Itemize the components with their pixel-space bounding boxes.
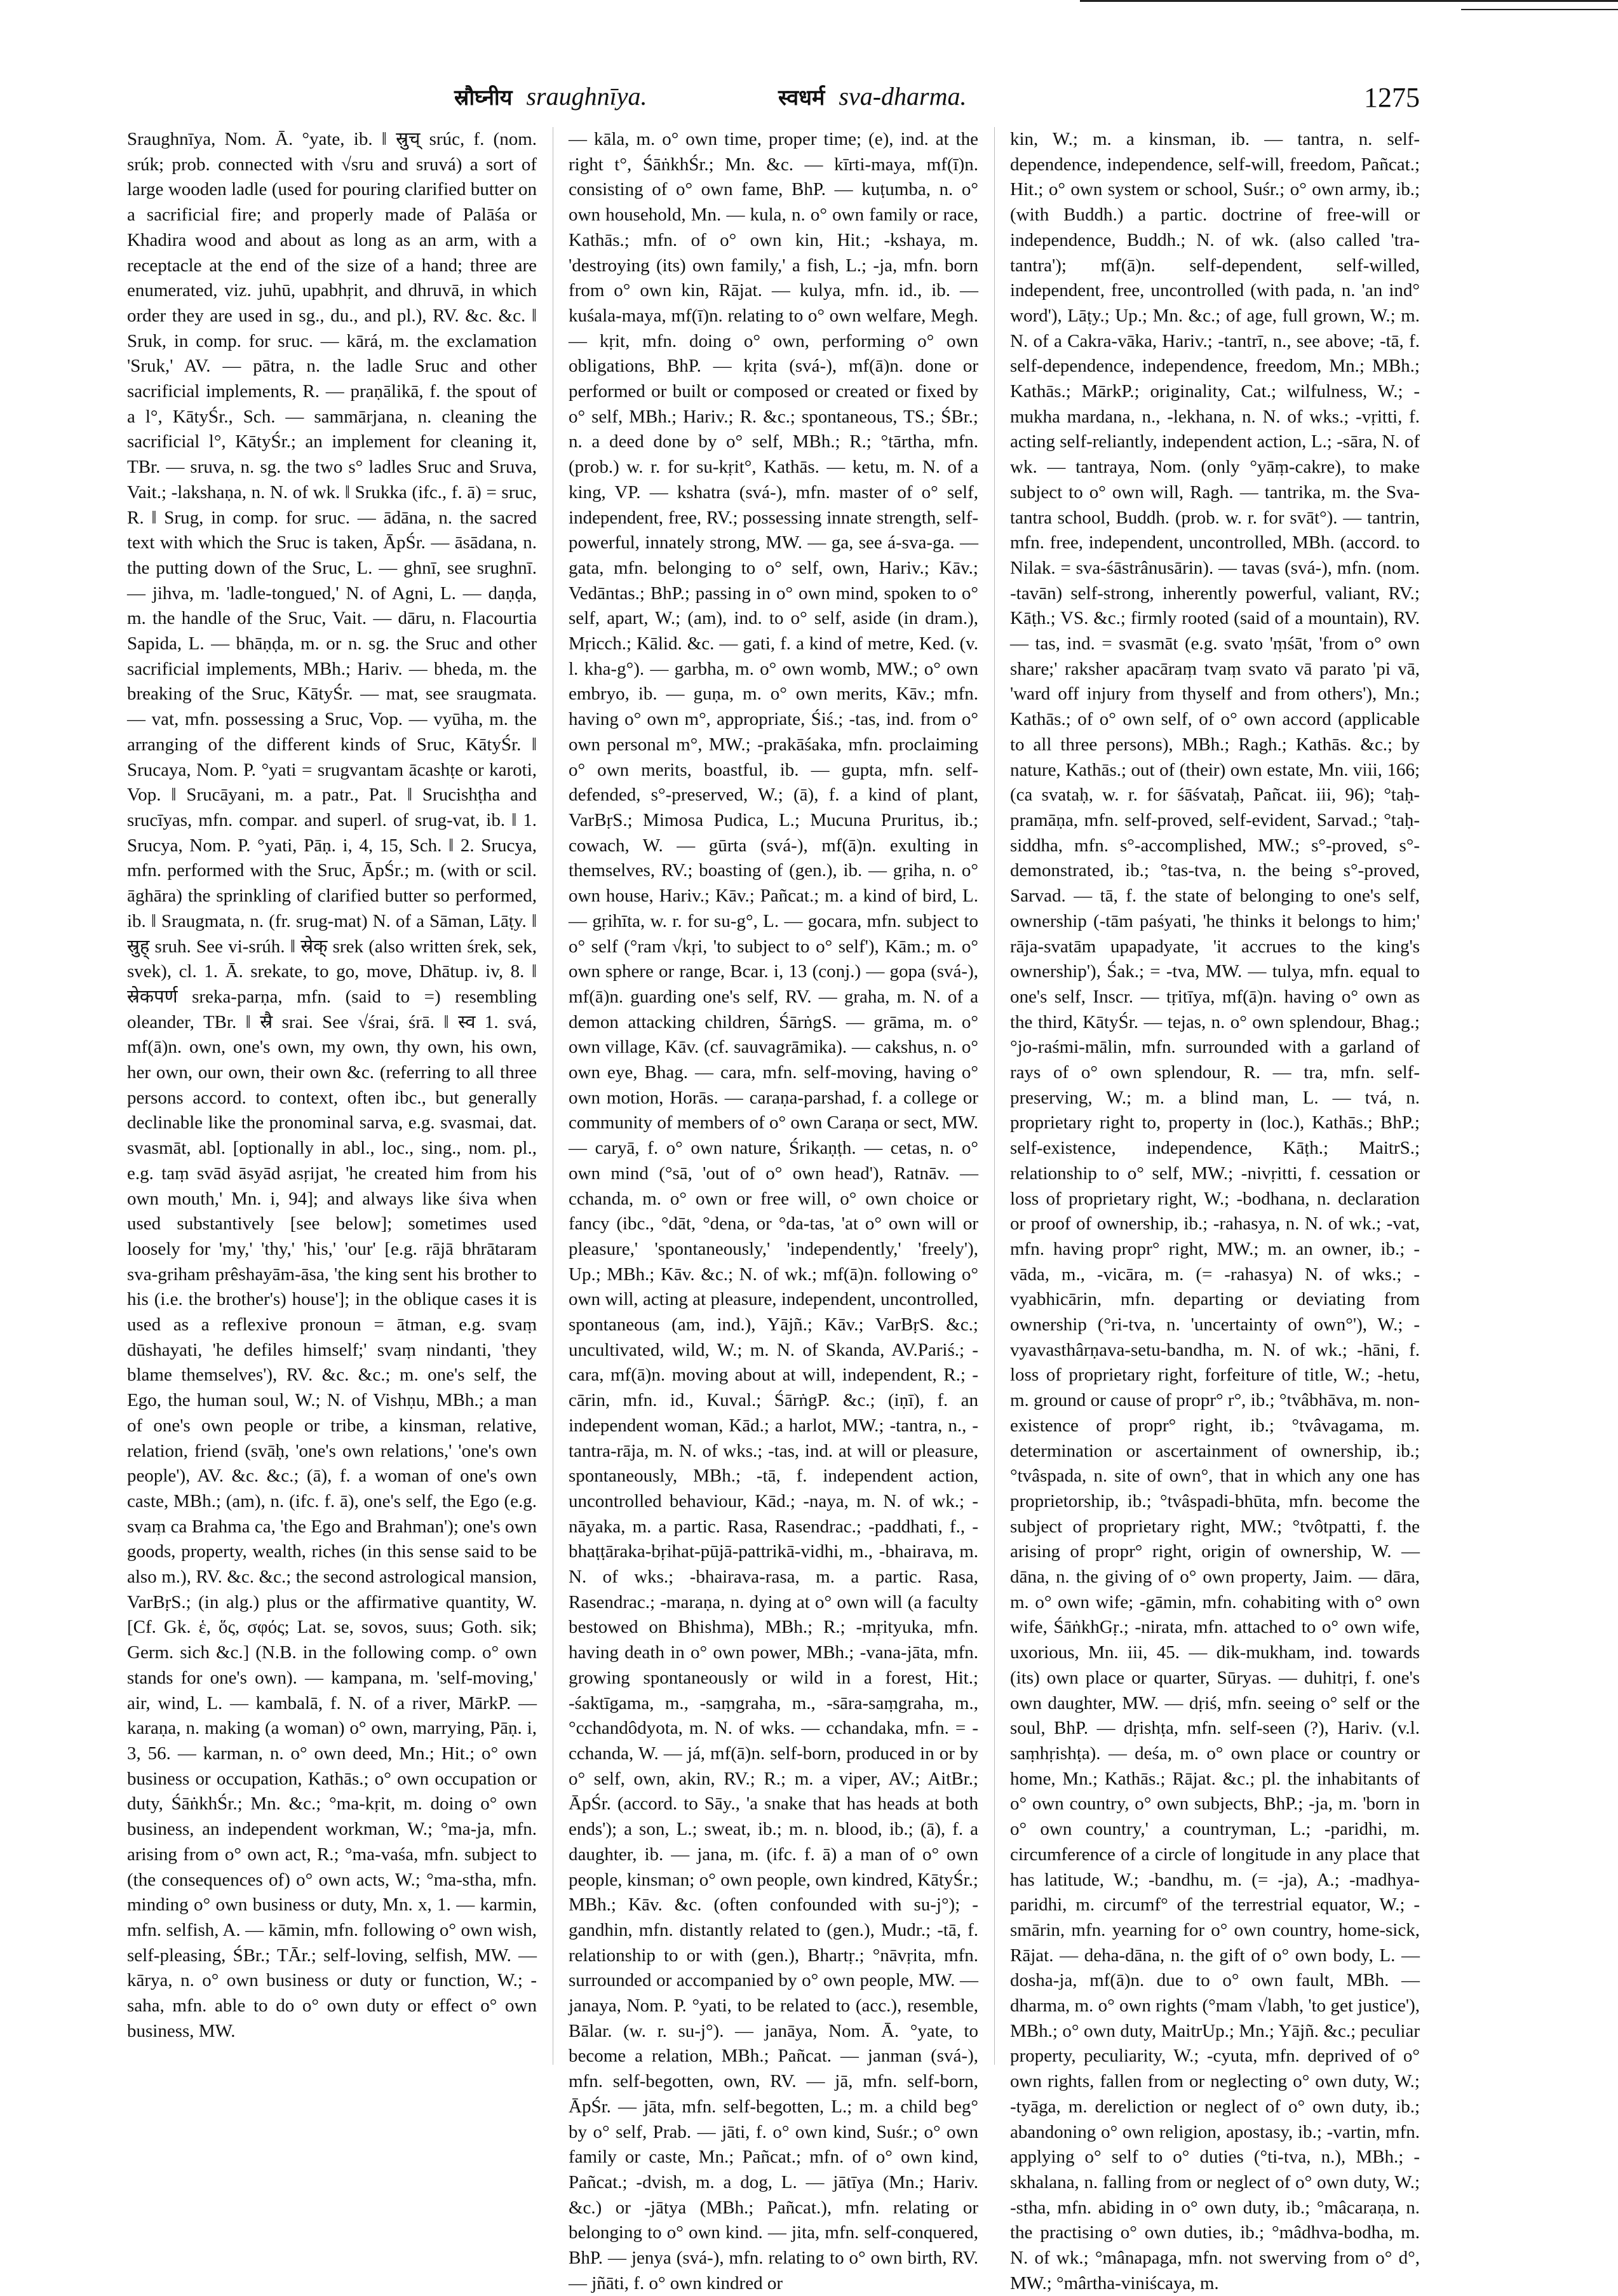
scan-edge-line bbox=[1461, 9, 1618, 10]
column-right bbox=[1010, 127, 1420, 2293]
column-left bbox=[127, 127, 537, 2044]
column-middle-text: — kāla, m. o° own time, proper time; (e), ind. at the right t°, ŚāṅkhŚr.; Mn. &c. — kīrti-maya, mf(ī)n. consisting of o° own fame, BhP. — kuṭumba, n. o° own household, Mn. — kula, n. o° own family or race, Kathās.; mfn. of o° own kin, Hit.; -kshaya, m. 'destroying (its) own family,' a fish, L.; -ja, mfn. born from o° own kin, Rājat. — kulya, mfn. id., ib. — kuśala-maya, mf(ī)n. relating to o° own welfare, Megh. — kṛit, mfn. doing o° own, performing o° own obligations, BhP. — kṛita (svá-), mf(ā)n. done or performed or built or composed or created or fixed by o° self, MBh.; Hariv.; R. &c.; spontaneous, TS.; ŚBr.; n. a deed done by o° self, MBh.; R.; °tārtha, mfn. (prob.) w. r. for su-kṛit°, Kathās. — ketu, m. N. of a king, VP. — kshatra (svá-), mfn. master of o° self, independent, free, RV.; possessing innate strength, self-powerful, innately strong, MW. — ga, see á-sva-ga. — gata, mfn. belonging to o° self, own, Hariv.; Kāv.; Vedāntas.; BhP.; passing in o° own mind, spoken to o° self, apart, W.; (am), ind. to o° self, aside (in dram.), Mṛicch.; Kālid. &c. — gati, f. a kind of metre, Ked. (v. l. kha-g°). — garbha, m. o° own womb, MW.; o° own embryo, ib. — guṇa, m. o° own merits, Kāv.; mfn. having o° own m°, appropriate, Śiś.; -tas, ind. from o° own personal m°, MW.; -prakāśaka, mfn. proclaiming o° own merits, boastful, ib. — gupta, mfn. self-defended, s°-preserved, W.; (ā), f. a kind of plant, VarBṛS.; Mimosa Pudica, L.; Mucuna Pruritus, ib.; cowach, W. — gūrta (svá-), mf(ā)n. exulting in themselves, RV.; boasting of (gen.), ib. — gṛiha, n. o° own house, Hariv.; Kāv.; Pañcat.; m. a kind of bird, L. — gṛihīta, w. r. for su-g°, L. — gocara, mfn. subject to o° self (°ram √kṛi, 'to subject to o° self'), Kām.; m. o° own sphere or range, Bcar. i, 13 (conj.) — gopa (svá-), mf(ā)n. guarding one's self, RV. — graha, m. N. of a demon attacking children, ŚārṅgS. — grāma, m. o° own village, Kāv. (cf. sauvagrāmika). — cakshus, n. o° own eye, Bhag. — cara, mfn. self-moving, having o° own motion, Horās. — caraṇa-parshad, f. a college or community of members of o° own Caraṇa or sect, MW. — caryā, f. o° own nature, Śrikaṇṭh. — cetas, n. o° own mind (°sā, 'out of o° own head'), Ratnāv. — cchanda, m. o° own or free will, o° own choice or fancy (ibc., °dāt, °dena, or °da-tas, 'at o° own will or pleasure,' 'spontaneously,' 'independently,' 'freely'), Up.; MBh.; Kāv. &c.; N. of wk.; mf(ā)n. following o° own will, acting at pleasure, independent, uncontrolled, spontaneous (am, ind.), Yājñ.; Kāv.; VarBṛS. &c.; uncultivated, wild, W.; m. N. of Skanda, AV.Pariś.; -cara, mf(ā)n. moving about at will, independent, R.; -cārin, mfn. id., Kuval.; ŚārṅgP. &c.; (iṇī), f. an independent woman, Kād.; a harlot, MW.; -tantra, n., -tantra-rāja, m. N. of wks.; -tas, ind. at will or pleasure, spontaneously, MBh.; -tā, f. independent action, uncontrolled behaviour, Kād.; -naya, m. N. of wk.; -nāyaka, m. a partic. Rasa, Rasendrac.; -paddhati, f., -bhaṭṭāraka-bṛihat-pūjā-pattrikā-vidhi, m., -bhairava, m. N. of wks.; -bhairava-rasa, m. a partic. Rasa, Rasendrac.; -maraṇa, n. dying at o° own will (a faculty bestowed on Bhishma), MBh.; R.; -mṛityuka, mfn. having death in o° own power, MBh.; -vana-jāta, mfn. growing spontaneously or wild in a forest, Hit.; -śaktīgama, m., -saṃgraha, m., -sāra-saṃgraha, m., °cchandôdyota, m. N. of wks. — cchandaka, mfn. = -cchanda, W. — já, mf(ā)n. self-born, produced in or by o° self, own, akin, RV.; R.; m. a viper, AV.; AitBr.; ĀpŚr. (accord. to Sāy., 'a snake that has heads at both ends'); a son, L.; sweat, ib.; m. n. blood, ib.; (ā), f. a daughter, ib. — jana, m. (ifc. f. ā) a man of o° own people, kinsman; o° own people, own kindred, KātyŚr.; MBh.; Kāv. &c. (often confounded with su-j°); -gandhin, mfn. distantly related to (gen.), Mudr.; -tā, f. relationship to or with (gen.), Bhartṛ.; °nāvṛita, mfn. surrounded or accompanied by o° own people, MW. — janaya, Nom. P. °yati, to be related to (acc.), resemble, Bālar. (w. r. su-j°). — janāya, Nom. Ā. °yate, to become a relation, MBh.; Pañcat. — janman (svá-), mfn. self-begotten, own, RV. — jā, mfn. self-born, ĀpŚr. — jāta, mfn. self-begotten, L.; m. a child beg° by o° self, Prab. — jāti, f. o° own kind, Suśr.; o° own family or caste, Mn.; Pañcat.; mfn. of o° own kind, Pañcat.; -dvish, m. a dog, L. — jātīya (Mn.; Hariv. &c.) or -jātya (MBh.; Pañcat.), mfn. relating or belonging to o° own kind. — jita, mfn. self-conquered, BhP. — jenya (svá-), mfn. relating to o° own birth, RV. — jñāti, f. o° own kindred or bbox=[569, 129, 978, 2293]
header-center-roman: sva-dharma. bbox=[839, 82, 967, 111]
header-left-roman: sraughnīya. bbox=[526, 82, 647, 111]
column-right-text: kin, W.; m. a kinsman, ib. — tantra, n. self-dependence, independence, self-will, freedom, Pañcat.; Hit.; o° own system or school, Suśr.; o° own army, ib.; (with Buddh.) a partic. doctrine of free-will or independence, Buddh.; N. of wk. (also called 'tra-tantra'); mf(ā)n. self-dependent, self-willed, independent, free, uncontrolled (with pada, n. 'an ind° word'), Lāṭy.; Up.; Mn. &c.; of age, full grown, W.; m. N. of a Cakra-vāka, Hariv.; -tantrī, n., see above; -tā, f. self-dependence, independence, freedom, Mn.; MBh.; Kathās.; MārkP.; originality, Cat.; wilfulness, W.; -mukha mardana, n., -lekhana, n. N. of wks.; -vṛitti, f. acting self-reliantly, independent action, L.; -sāra, N. of wk. — tantraya, Nom. (only °yāṃ-cakre), to make subject to o° own will, Ragh. — tantrika, m. the Sva-tantra school, Buddh. (prob. w. r. for svāt°). — tantrin, mfn. free, independent, uncontrolled, MBh. (accord. to Nilak. = sva-śāstrânusārin). — tavas (svá-), mfn. (nom. -tavān) self-strong, inherently powerful, valiant, RV.; Kāṭh.; VS. &c.; firmly rooted (said of a mountain), RV. — tas, ind. = svasmāt (e.g. svato 'ṃśāt, 'from o° own share;' raksher apacāraṃ tvaṃ svato vā parato 'pi vā, 'ward off injury from thyself and from others'), Mn.; Kathās.; of o° own self, of o° own accord (applicable to all three persons), MBh.; Ragh.; Kathās. &c.; by nature, Kathās.; out of (their) own estate, Mn. viii, 166; (ca svataḥ, w. r. for śāśvataḥ, Pañcat. iii, 96); °taḥ-pramāṇa, mfn. self-proved, self-evident, Sarvad.; °taḥ-siddha, mfn. s°-accomplished, MW.; s°-proved, s°-demonstrated, ib.; °tas-tva, n. the being s°-proved, Sarvad. — tā, f. the state of belonging to one's self, ownership (-tām paśyati, 'he thinks it belongs to him;' rāja-svatām upapadyate, 'it accrues to the king's ownership'), Śak.; = -tva, MW. — tulya, mfn. equal to one's self, Inscr. — tṛitīya, mf(ā)n. having o° own as the third, KātyŚr. — tejas, n. o° own splendour, Bhag.; °jo-raśmi-mālin, mfn. surrounded with a garland of rays of o° own splendour, R. — tra, mfn. self-preserving, W.; m. a blind man, L. — tvá, n. proprietary right to, property in (loc.), Kathās.; BhP.; self-existence, independence, Kāṭh.; MaitrS.; relationship to o° self, MW.; -nivṛitti, f. cessation or loss of proprietary right, W.; -bodhana, n. declaration or proof of ownership, ib.; -rahasya, n. N. of wk.; -vat, mfn. having propr° right, MW.; m. an owner, ib.; -vāda, m., -vicāra, m. (= -rahasya) N. of wks.; -vyabhicārin, mfn. departing or deviating from ownership (°ri-tva, n. 'uncertainty of own°'), W.; -vyavasthârṇava-setu-bandha, m. N. of wk.; -hāni, f. loss of proprietary right, forfeiture of title, W.; -hetu, m. ground or cause of propr° r°, ib.; °tvâbhāva, m. non-existence of propr° right, ib.; °tvâvagama, m. determination or ascertainment of ownership, ib.; °tvâspada, n. site of own°, that in which any one has proprietorship, ib.; °tvâspadi-bhūta, mfn. become the subject of proprietary right, MW.; °tvôtpatti, f. the arising of propr° right, origin of ownership, W. — dāna, n. the giving of o° own property, Jaim. — dāra, m. o° own wife; -gāmin, mfn. cohabiting with o° own wife, ŚāṅkhGṛ.; -nirata, mfn. attached to o° own wife, uxorious, Mn. iii, 45. — dik-mukham, ind. towards (its) own place or quarter, Sūryas. — duhitṛi, f. one's own daughter, MW. — dṛiś, mfn. seeing o° self or the soul, BhP. — dṛishṭa, mfn. self-seen (?), Hariv. (v.l. saṃhṛishṭa). — deśa, m. o° own place or country or home, Mn.; Kathās.; Rājat. &c.; pl. the inhabitants of o° own country, o° own subjects, BhP.; -ja, m. 'born in o° own country,' a countryman, L.; -paridhi, m. circumference of a circle of longitude in any place that has latitude, W.; -bandhu, m. (= -ja), A.; -madhya-paridhi, m. circumf° of the terrestrial equator, W.; -smārin, mfn. yearning for o° own country, home-sick, Rājat. — deha-dāna, n. the gift of o° own body, L. — dosha-ja, mf(ā)n. due to o° own fault, MBh. — dharma, m. o° own rights (°mam √labh, 'to get justice'), MBh.; o° own duty, MaitrUp.; Mn.; Yājñ. &c.; peculiar property, peculiarity, W.; -cyuta, mfn. deprived of o° own rights, fallen from or neglecting o° own duty, W.; -tyāga, m. dereliction or neglect of o° own duty, ib.; abandoning o° own religion, apostasy, ib.; -vartin, mfn. applying o° self to o° duties (°ti-tva, n.), MBh.; -skhalana, n. falling from or neglect of o° own duty, W.; -stha, mfn. abiding in o° own duty, ib.; °mâcaraṇa, n. the practising o° own duties, ib.; °mâdhva-bodha, m. N. of wk.; °mânapaga, mfn. not swerving from o° d°, MW.; °mârtha-viniścaya, m. bbox=[1010, 129, 1420, 2293]
page-header bbox=[127, 81, 1420, 119]
header-center-devanagari: स्वधर्म bbox=[778, 85, 825, 111]
scan-edge-line bbox=[1080, 0, 1618, 2]
column-middle bbox=[569, 127, 978, 2293]
page-number: 1275 bbox=[1364, 82, 1420, 113]
column-divider bbox=[994, 127, 995, 2065]
header-center-guideword bbox=[778, 81, 966, 111]
header-left-devanagari: स्रौघ्नीय bbox=[454, 85, 513, 111]
header-left-guideword bbox=[454, 81, 647, 111]
column-left-text: Sraughnīya, Nom. Ā. °yate, ib. ‖ स्रुच् srúc, f. (nom. srúk; prob. connected with √sru and sruvá) a sort of large wooden ladle (used for pouring clarified butter on a sacrificial fire; and properly made of Palāśa or Khadira wood and about as long as an arm, with a receptacle at the end of the size of a hand; three are enumerated, viz. juhū, upabhṛit, and dhruvā, in which order they are used in sg., du., and pl.), RV. &c. &c. ‖ Sruk, in comp. for sruc. — kārá, m. the exclamation 'Sruk,' AV. — pātra, n. the ladle Sruc and other sacrificial implements, R. — praṇālikā, f. the spout of a l°, KātyŚr., Sch. — sammārjana, n. cleaning the sacrificial l°, KātyŚr.; an implement for cleaning it, TBr. — sruva, n. sg. the two s° ladles Sruc and Sruva, Vait.; -lakshaṇa, n. N. of wk. ‖ Srukka (ifc., f. ā) = sruc, R. ‖ Srug, in comp. for sruc. — ādāna, n. the sacred text with which the Sruc is taken, ĀpŚr. — āsādana, n. the putting down of the Sruc, L. — ghnī, see srughnī. — jihva, m. 'ladle-tongued,' N. of Agni, L. — daṇḍa, m. the handle of the Sruc, Vait. — dāru, n. Flacourtia Sapida, L. — bhāṇḍa, m. or n. sg. the Sruc and other sacrificial implements, MBh.; Hariv. — bheda, m. the breaking of the Sruc, KātyŚr. — mat, see sraugmata. — vat, mfn. possessing a Sruc, Vop. — vyūha, m. the arranging of the different kinds of Sruc, KātyŚr. ‖ Srucaya, Nom. P. °yati = srugvantam ācashṭe or karoti, Vop. ‖ Srucāyani, m. a patr., Pat. ‖ Srucishṭha and srucīyas, mfn. compar. and superl. of srug-vat, ib. ‖ 1. Srucya, Nom. P. °yati, Pāṇ. i, 4, 15, Sch. ‖ 2. Srucya, mfn. performed with the Sruc, ĀpŚr.; m. (with or scil. āghāra) the sprinkling of clarified butter so performed, ib. ‖ Sraugmata, n. (fr. srug-mat) N. of a Sāman, Lāṭy. ‖ स्रुह् sruh. See vi-srúh. ‖ स्रेक् srek (also written śrek, sek, svek), cl. 1. Ā. srekate, to go, move, Dhātup. iv, 8. ‖ स्रेकपर्ण sreka-parṇa, mfn. (said to =) resembling oleander, TBr. ‖ स्रै srai. See √śrai, śrā. ‖ स्व 1. svá, mf(ā)n. own, one's own, my own, thy own, his own, her own, our own, their own &c. (referring to all three persons accord. to context, often ibc., but generally declinable like the pronominal sarva, e.g. svasmai, dat. svasmāt, abl. [optionally in abl., loc., sing., nom. pl., e.g. taṃ svād āsyād asṛijat, 'he created him from his own mouth,' Mn. i, 94]; and always like śiva when used substantively [see below]; sometimes used loosely for 'my,' 'thy,' 'his,' 'our' [e.g. rājā bhrātaram sva-griham prêshayām-āsa, 'the king sent his brother to his (i.e. the brother's) house']; in the oblique cases it is used as a reflexive pronoun = ātman, e.g. svaṃ dūshayati, 'he defiles himself;' svaṃ nindanti, 'they blame themselves'), RV. &c. &c.; m. one's self, the Ego, the human soul, W.; N. of Vishṇu, MBh.; a man of one's own people or tribe, a kinsman, relative, relation, friend (svāḥ, 'one's own relations,' 'one's own people'), AV. &c. &c.; (ā), f. a woman of one's own caste, MBh.; (am), n. (ifc. f. ā), one's self, the Ego (e.g. svaṃ ca Brahma ca, 'the Ego and Brahman'); one's own goods, property, wealth, riches (in this sense said to be also m.), RV. &c. &c.; the second astrological mansion, VarBṛS.; (in alg.) plus or the affirmative quantity, W. [Cf. Gk. ἑ, ὅς, σφός; Lat. se, sovos, suus; Goth. sik; Germ. sich &c.] (N.B. in the following comp. o° own stands for one's own). — kampana, m. 'self-moving,' air, wind, L. — kambalā, f. N. of a river, MārkP. — karaṇa, n. making (a woman) o° own, marrying, Pāṇ. i, 3, 56. — karman, n. o° own deed, Mn.; Hit.; o° own business or occupation, Kathās.; o° own occupation or duty, ŚāṅkhŚr.; Mn. &c.; °ma-kṛit, m. doing o° own business, an independent workman, W.; °ma-ja, mfn. arising from o° own act, R.; °ma-vaśa, mfn. subject to (the consequences of) o° own acts, W.; °ma-stha, mfn. minding o° own business or duty, Mn. x, 1. — karmin, mfn. selfish, A. — kāmin, mfn. following o° own wish, self-pleasing, ŚBr.; TĀr.; self-loving, selfish, MW. — kārya, n. o° own business or duty or function, W.; -saha, mfn. able to do o° own duty or effect o° own business, MW. bbox=[127, 129, 537, 2041]
